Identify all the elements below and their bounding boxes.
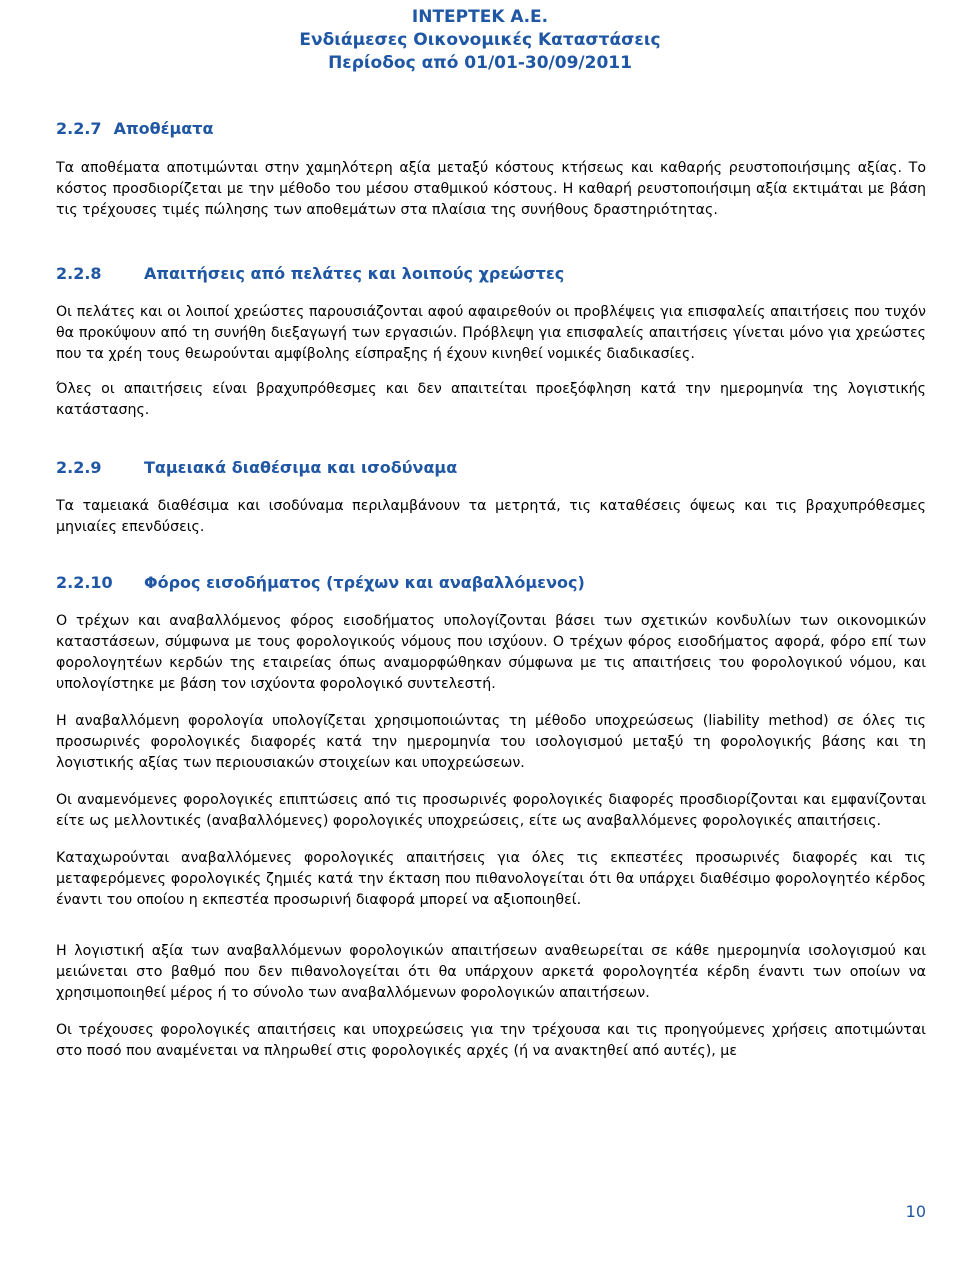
document-title: Ενδιάμεσες Οικονομικές Καταστάσεις: [299, 30, 661, 50]
page-header: [0, 6, 960, 75]
document-body: [56, 118, 926, 1062]
paragraph-receivables-1: Οι πελάτες και οι λοιποί χρεώστες παρουσιάζονται αφού αφαιρεθούν οι προβλέψεις για επισφαλείς απαιτήσεις που τυχόν θα προκύψουν από τη συνήθη διεξαγωγή των εργασιών. Πρόβλεψη για επισφαλείς απαιτήσεις γίνεται μόνο για χρεώστες που τα χρέη τους θεωρούνται αμφίβολης είσπραξης ή έχουν κινηθεί νομικές διαδικασίες.: [56, 304, 926, 362]
section-number: 2.2.9: [56, 458, 102, 477]
paragraph-income-tax-1: Ο τρέχων και αναβαλλόμενος φόρος εισοδήματος υπολογίζονται βάσει των σχετικών κονδυλίων των οικονομικών καταστάσεων, σύμφωνα με τους φορολογικούς νόμους που ισχύουν. Ο τρέχων φόρος εισοδήματος αφορά, φόρο επί των φορολογητέων κερδών της εταιρείας όπως αναμορφώθηκαν σύμφωνα με τις απαιτήσεις του φορολογικού νόμου, και υπολογίστηκε με βάση τον ισχύοντα φορολογικό συντελεστή.: [56, 613, 926, 692]
section-title: Αποθέματα: [113, 119, 214, 138]
company-name: ΙΝΤΕΡΤΕΚ Α.Ε.: [411, 7, 549, 27]
page-number: 10: [905, 1202, 926, 1221]
section-heading-inventory: [56, 118, 926, 140]
reporting-period: Περίοδος από 01/01-30/09/2011: [328, 53, 632, 73]
paragraph-income-tax-3: Οι αναμενόμενες φορολογικές επιπτώσεις από τις προσωρινές φορολογικές διαφορές προσδιορίζονται και εμφανίζονται είτε ως μελλοντικές (αναβαλλόμενες) φορολογικές υποχρεώσεις, είτε ως αναβαλλόμενες φορολογικές απαιτήσεις.: [56, 792, 926, 829]
section-number: 2.2.7: [56, 119, 102, 138]
section-title: Φόρος εισοδήματος (τρέχων και αναβαλλόμενος): [144, 573, 585, 592]
paragraph-income-tax-2: Η αναβαλλόμενη φορολογία υπολογίζεται χρησιμοποιώντας τη μέθοδο υποχρεώσεως (liability method) σε όλες τις προσωρινές φορολογικές διαφορές κατά την ημερομηνία του ισολογισμού μεταξύ τη φορολογικής βάσης και τη λογιστικής αξίας των περιουσιακών στοιχείων και υποχρεώσεων.: [56, 713, 926, 771]
section-title: Απαιτήσεις από πελάτες και λοιπούς χρεώστες: [144, 264, 565, 283]
section-heading-receivables: [56, 263, 926, 285]
section-title: Ταμειακά διαθέσιμα και ισοδύναμα: [144, 458, 458, 477]
section-heading-income-tax: [56, 572, 926, 594]
section-heading-cash: [56, 457, 926, 479]
section-number: 2.2.10: [56, 573, 113, 592]
paragraph-income-tax-4: Καταχωρούνται αναβαλλόμενες φορολογικές απαιτήσεις για όλες τις εκπεστέες προσωρινές διαφορές και τις μεταφερόμενες φορολογικές ζημιές κατά την έκταση που πιθανολογείται ότι θα υπάρχει διαθέσιμο φορολογητέο κέρδος έναντι του οποίου η εκπεστέα προσωρινή διαφορά μπορεί να αξιοποιηθεί.: [56, 850, 926, 908]
paragraph-income-tax-5: Η λογιστική αξία των αναβαλλόμενων φορολογικών απαιτήσεων αναθεωρείται σε κάθε ημερομηνία ισολογισμού και μειώνεται στο βαθμό που δεν πιθανολογείται ότι θα υπάρχουν αρκετά φορολογητέα κέρδη έναντι των οποίων να χρησιμοποιηθεί μέρος ή το σύνολο των αναβαλλόμενων φορολογικών απαιτήσεων.: [56, 943, 926, 1001]
paragraph-income-tax-6: Οι τρέχουσες φορολογικές απαιτήσεις και υποχρεώσεις για την τρέχουσα και τις προηγούμενες χρήσεις αποτιμώνται στο ποσό που αναμένεται να πληρωθεί στις φορολογικές αρχές (ή να ανακτηθεί από αυτές), με: [56, 1022, 926, 1059]
paragraph-receivables-2: Όλες οι απαιτήσεις είναι βραχυπρόθεσμες και δεν απαιτείται προεξόφληση κατά την ημερομηνία της λογιστικής κατάστασης.: [56, 381, 926, 418]
paragraph-inventory-1: Τα αποθέματα αποτιμώνται στην χαμηλότερη αξία μεταξύ κόστους κτήσεως και καθαρής ρευστοποιήσιμης αξίας. Το κόστος προσδιορίζεται με την μέθοδο του μέσου σταθμικού κόστους. Η καθαρή ρευστοποιήσιμη αξία εκτιμάται με βάση τις τρέχουσες τιμές πώλησης των αποθεμάτων στα πλαίσια της συνήθους δραστηριότητας.: [56, 160, 926, 218]
paragraph-cash-1: Τα ταμειακά διαθέσιμα και ισοδύναμα περιλαμβάνουν τα μετρητά, τις καταθέσεις όψεως και τις βραχυπρόθεσμες μηνιαίες επενδύσεις.: [56, 498, 926, 535]
section-number: 2.2.8: [56, 264, 102, 283]
